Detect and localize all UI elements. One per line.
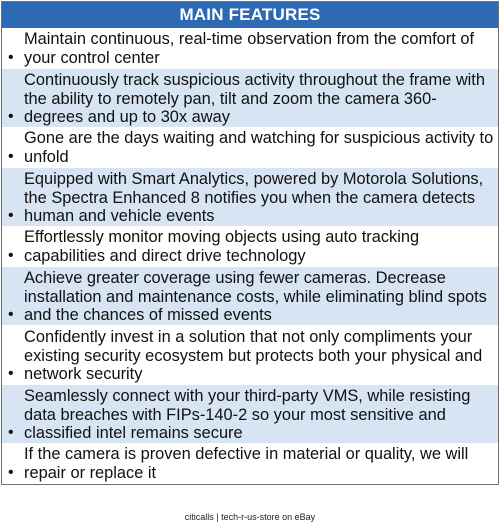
feature-row	[2, 168, 498, 227]
feature-row	[2, 69, 498, 128]
bullet-icon: •	[8, 49, 14, 67]
feature-row	[2, 385, 498, 444]
table-header: MAIN FEATURES	[2, 2, 498, 29]
feature-row	[2, 227, 498, 267]
feature-text: Achieve greater coverage using fewer cameras. Decrease installation and maintenance costs, while eliminating blind spots and the chances of missed events	[24, 269, 487, 325]
bullet-icon: •	[8, 148, 14, 166]
feature-row	[2, 326, 498, 385]
feature-text: Effortlessly monitor moving objects using auto tracking capabilities and direct drive technology	[24, 228, 420, 265]
feature-row	[2, 29, 498, 69]
feature-text: If the camera is proven defective in material or quality, we will repair or replace it	[24, 445, 469, 482]
bullet-icon: •	[8, 424, 14, 442]
feature-text: Equipped with Smart Analytics, powered by Motorola Solutions, the Spectra Enhanced 8 notifies you when the camera detects human and vehicle events	[24, 170, 484, 226]
feature-text: Confidently invest in a solution that not only compliments your existing security ecosystem but protects both your physical and network security	[24, 328, 483, 384]
feature-row	[2, 128, 498, 168]
feature-text: Gone are the days waiting and watching for suspicious activity to unfold	[24, 129, 494, 166]
bullet-icon: •	[8, 365, 14, 383]
feature-text: Seamlessly connect with your third-party VMS, while resisting data breaches with FIPs-140-2 so your most sensitive and classified intel remains secure	[24, 387, 471, 443]
bullet-icon: •	[8, 247, 14, 265]
bullet-icon: •	[8, 108, 14, 126]
feature-text: Maintain continuous, real-time observation from the comfort of your control center	[24, 30, 475, 67]
feature-row	[2, 444, 498, 484]
bullet-icon: •	[8, 207, 14, 225]
features-table	[1, 1, 499, 485]
bullet-icon: •	[8, 306, 14, 324]
bullet-icon: •	[8, 464, 14, 482]
footer-credit: citicalls | tech-r-us-store on eBay	[184, 512, 316, 522]
feature-row	[2, 267, 498, 326]
feature-text: Continuously track suspicious activity throughout the frame with the ability to remotely pan, tilt and zoom the camera 360-degrees and up to 30x away	[24, 71, 485, 127]
